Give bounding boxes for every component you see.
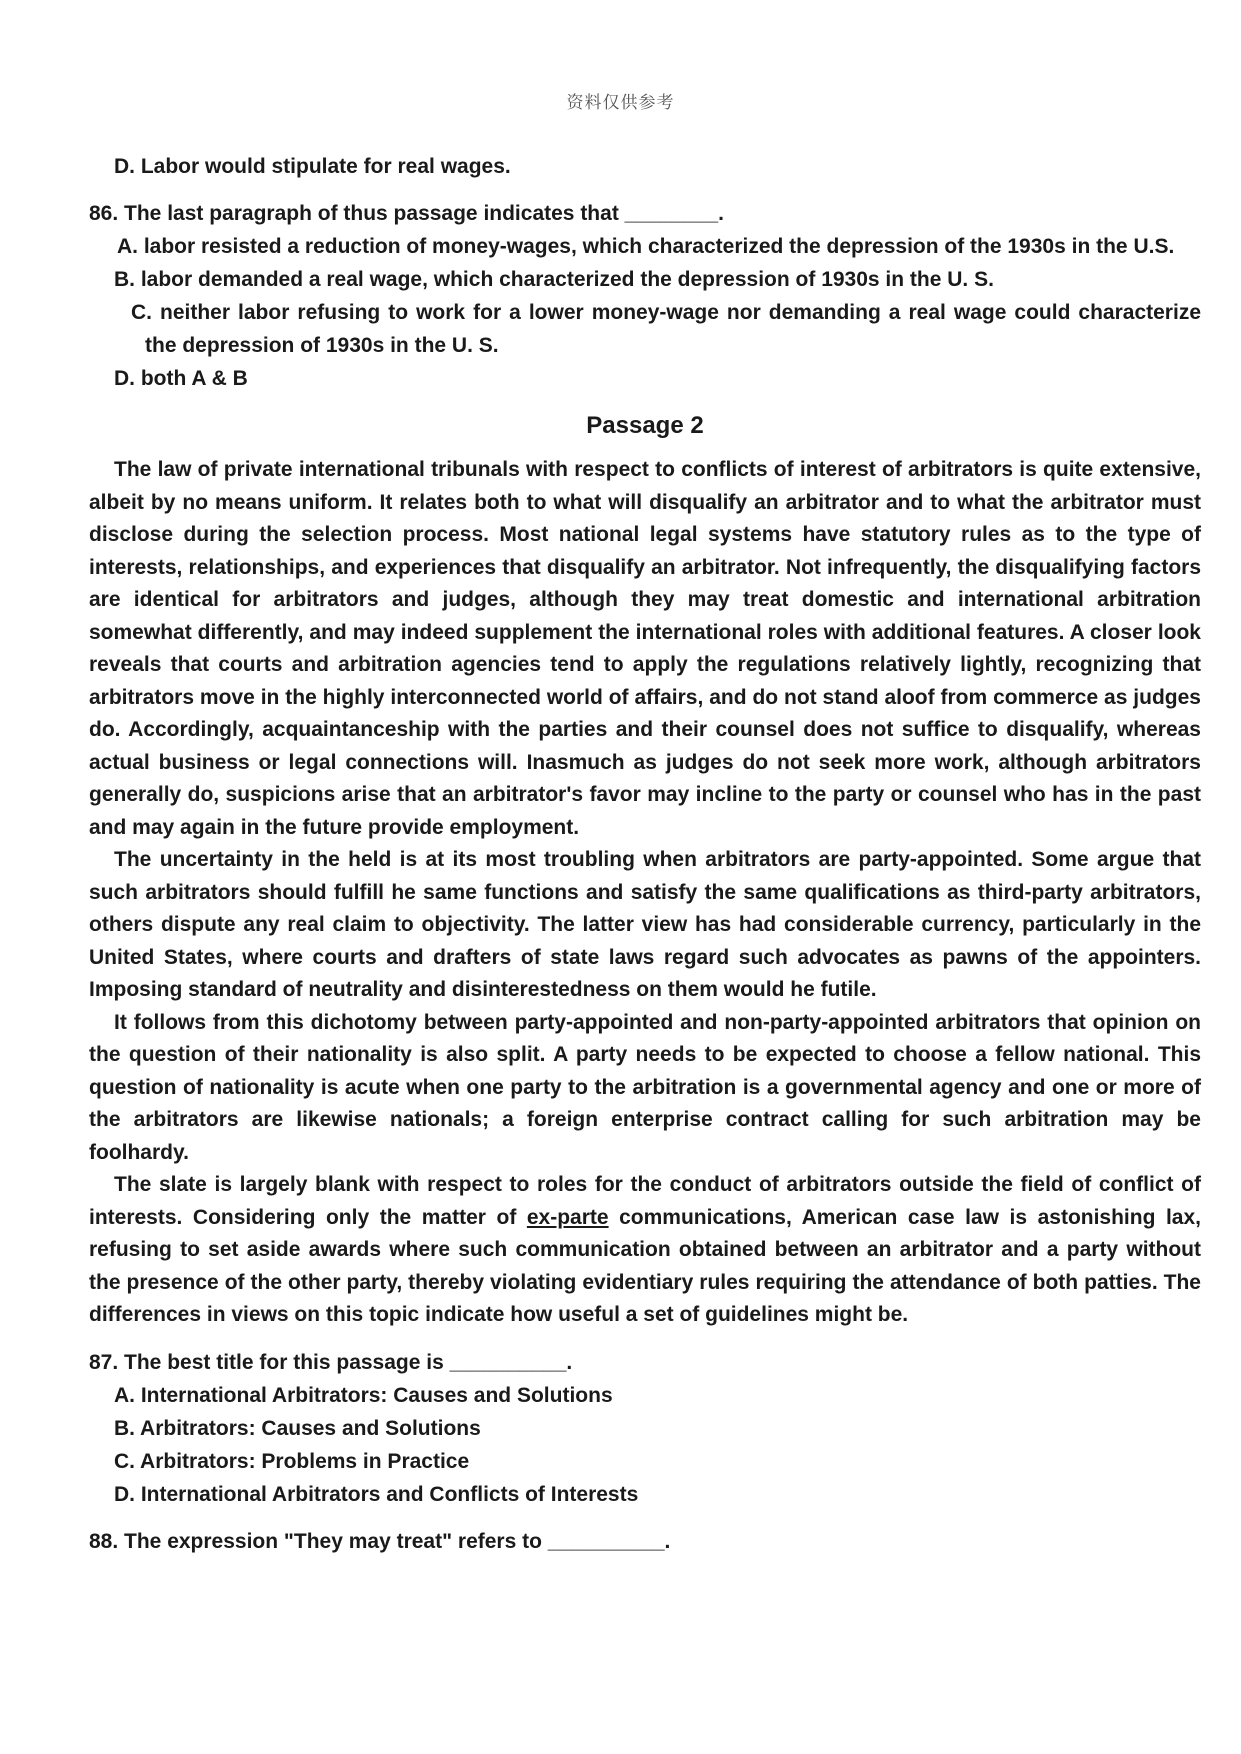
page-header: 资料仅供参考 [566, 93, 675, 113]
q86-option-c: C. neither labor refusing to work for a lower money-wage nor demanding a real wage could characterize the depression of 1930s in the U. S. [131, 301, 1201, 357]
q87-option-d: D. International Arbitrators and Conflicts of Interests [114, 1482, 639, 1506]
question-86 [89, 197, 1201, 395]
passage-paragraph-2: The uncertainty in the held is at its most troubling when arbitrators are party-appointed. Some argue that such arbitrators should fulfill he same functions and satisfy the same qualifications as third-party arbitrators, others dispute any real claim to objectivity. The latter view has had considerable currency, particularly in the United States, where courts and drafters of state laws regard such advocates as pawns of the appointers. Imposing standard of neutrality and disinterestedness on them would he futile. [89, 848, 1201, 1001]
passage-paragraph-3: It follows from this dichotomy between party-appointed and non-party-appointed arbitrators that opinion on the question of their nationality is also split. A party needs to be expected to choose a fellow national. This question of nationality is acute when one party to the arbitration is a governmental agency and one or more of the arbitrators are likewise nationals; a foreign enterprise contract calling for such arbitration may be foolhardy. [89, 1010, 1201, 1164]
q88-stem: 88. The expression "They may treat" refers to __________. [89, 1529, 671, 1553]
question-87 [89, 1346, 1201, 1511]
q87-option-a: A. International Arbitrators: Causes and Solutions [114, 1383, 613, 1407]
paragraph-4-text-start: The slate is largely blank with respect to roles for the conduct of arbitrators outside the field of conflict of interests. Considering only the matter of [89, 1173, 1201, 1229]
passage-paragraph-4 [89, 1169, 1201, 1332]
passage-paragraph-1: The law of private international tribunals with respect to conflicts of interest of arbitrators is quite extensive, albeit by no means uniform. It relates both to what will disqualify an arbitrator and to what the arbitrator must disclose during the selection process. Most national legal systems have statutory rules as to the type of interests, relationships, and experiences that disqualify an arbitrator. Not infrequently, the disqualifying factors are identical for arbitrators and judges, although they may treat domestic and international arbitration somewhat differently, and may indeed supplement the international roles with additional features. A closer look reveals that courts and arbitration agencies tend to apply the regulations relatively lightly, recognizing that arbitrators move in the highly interconnected world of affairs, and do not stand aloof from commerce as judges do. Accordingly, acquaintanceship with the parties and their counsel does not suffice to disqualify, whereas actual business or legal connections will. Inasmuch as judges do not seek more work, although arbitrators generally do, suspicions arise that an arbitrator's favor may incline to the party or counsel who has in the past and may again in the future provide employment. [89, 458, 1201, 839]
q86-option-b: B. labor demanded a real wage, which characterized the depression of 1930s in the U. S. [114, 268, 994, 291]
page-content [89, 150, 1201, 1558]
q86-option-d: D. both A & B [114, 367, 248, 390]
q86-stem: 86. The last paragraph of thus passage indicates that ________. [89, 202, 724, 225]
question-88 [89, 1525, 1201, 1558]
q87-option-b: B. Arbitrators: Causes and Solutions [114, 1416, 481, 1440]
paragraph-4-text-end: communications, American case law is astonishing lax, refusing to set aside awards where such communication obtained between an arbitrator and a party without the presence of the other party, thereby violating evidentiary rules requiring the attendance of both patties. The differences in views on this topic indicate how useful a set of guidelines might be. [89, 1205, 1202, 1326]
q85-option-d: D. Labor would stipulate for real wages. [114, 155, 511, 178]
q86-option-a: A. labor resisted a reduction of money-wages, which characterized the depression of the 1930s in the U.S. [117, 235, 1175, 258]
underlined-term: ex-parte [526, 1205, 609, 1229]
q87-stem: 87. The best title for this passage is __________. [89, 1350, 573, 1374]
q87-option-c: C. Arbitrators: Problems in Practice [114, 1449, 470, 1473]
passage-title: Passage 2 [586, 412, 704, 439]
